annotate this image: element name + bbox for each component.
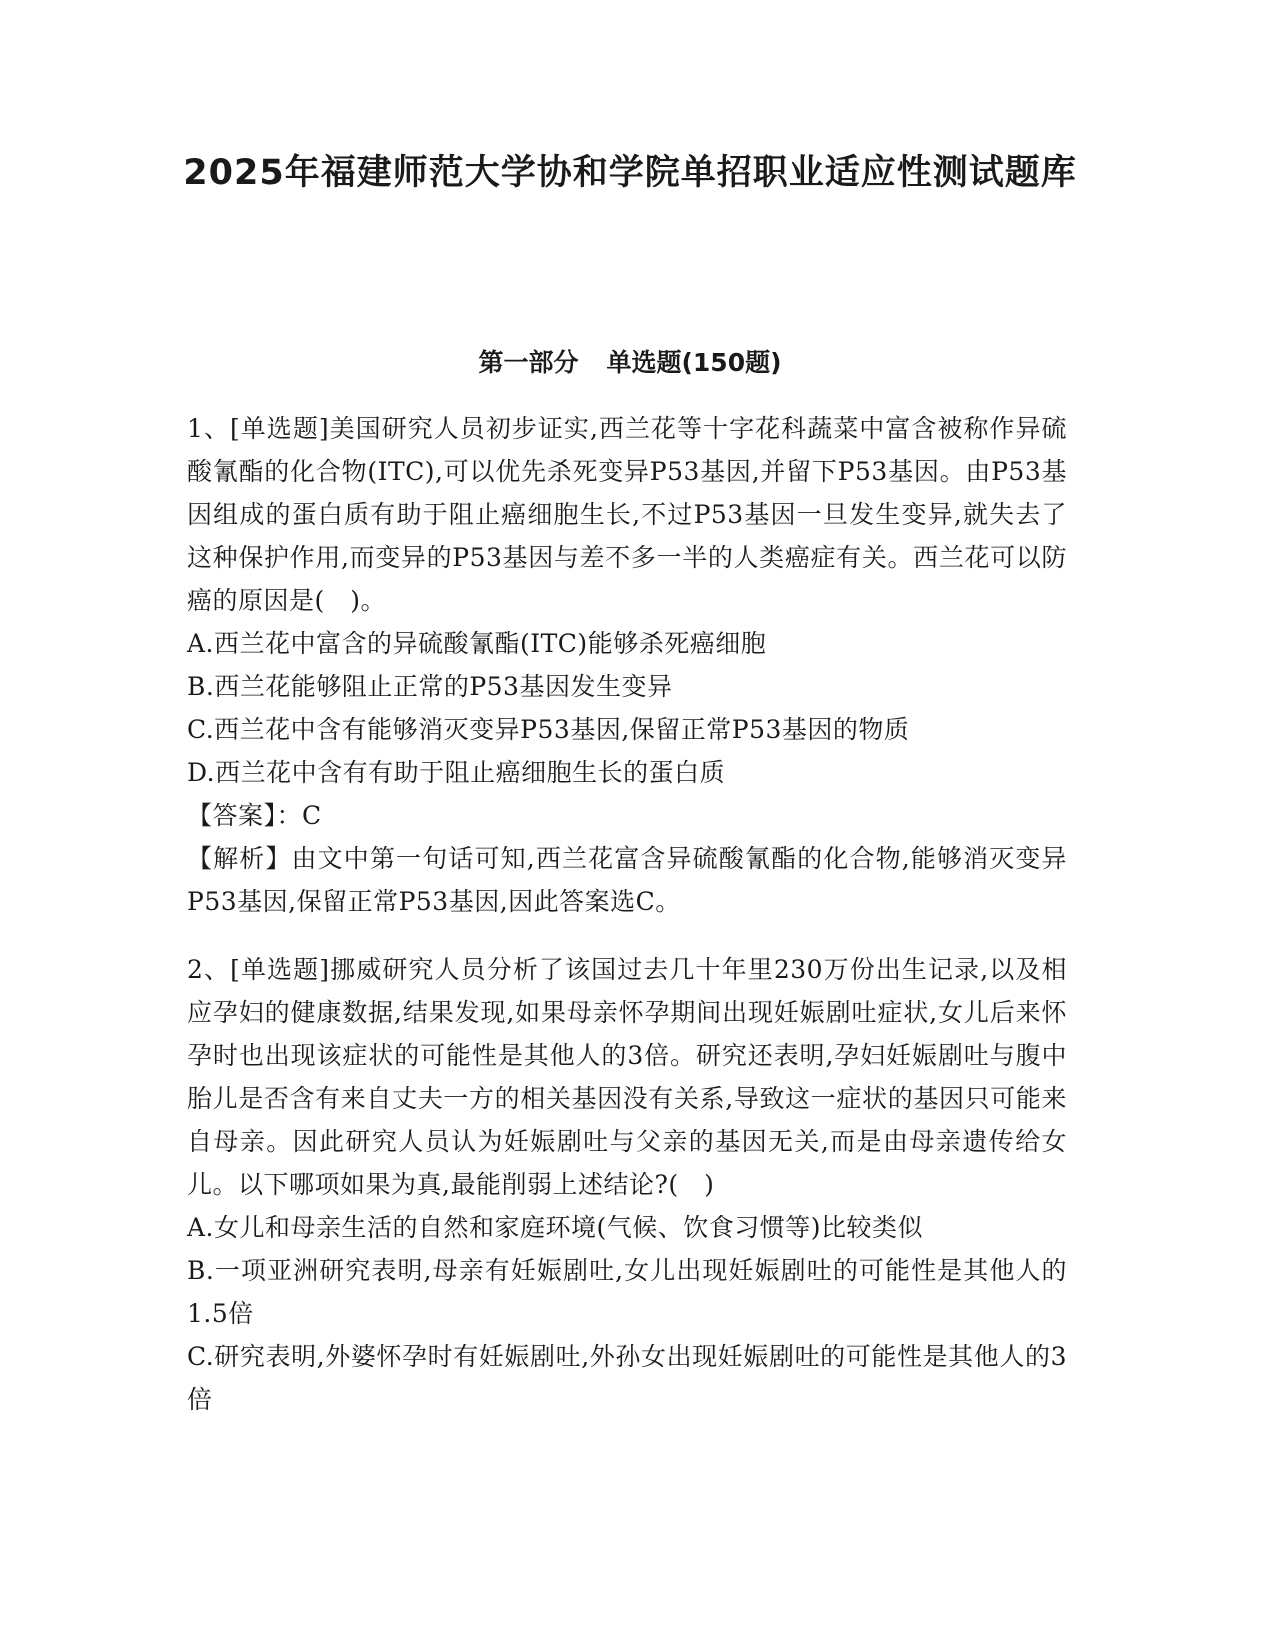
question-1 (187, 407, 1067, 923)
question-2 (187, 948, 1067, 1421)
option-a: A.西兰花中富含的异硫酸氰酯(ITC)能够杀死癌细胞 (187, 629, 767, 658)
section-heading (180, 345, 1080, 381)
answer-line: 【答案】：C (187, 801, 322, 830)
option-b: B.一项亚洲研究表明,母亲有妊娠剧吐,女儿出现妊娠剧吐的可能性是其他人的1.5倍 (187, 1256, 1067, 1328)
analysis-text: 【解析】由文中第一句话可知,西兰花富含异硫酸氰酯的化合物,能够消灭变异P53基因,保留正常P53基因,因此答案选C。 (187, 844, 1067, 916)
option-c: C.西兰花中含有能够消灭变异P53基因,保留正常P53基因的物质 (187, 715, 910, 744)
section-part: 第一部分 (478, 348, 579, 377)
option-d: D.西兰花中含有有助于阻止癌细胞生长的蛋白质 (187, 758, 726, 787)
option-c: C.研究表明,外婆怀孕时有妊娠剧吐,外孙女出现妊娠剧吐的可能性是其他人的3倍 (187, 1342, 1067, 1414)
option-a: A.女儿和母亲生活的自然和家庭环境(气候、饮食习惯等)比较类似 (187, 1213, 924, 1242)
option-b: B.西兰花能够阻止正常的P53基因发生变异 (187, 672, 673, 701)
question-stem: 2、[单选题]挪威研究人员分析了该国过去几十年里230万份出生记录,以及相应孕妇的健康数据,结果发现,如果母亲怀孕期间出现妊娠剧吐症状,女儿后来怀孕时也出现该症状的可能性是其他人的3倍。研究还表明,孕妇妊娠剧吐与腹中胎儿是否含有来自丈夫一方的相关基因没有关系,导致这一症状的基因只可能来自母亲。因此研究人员认为妊娠剧吐与父亲的基因无关,而是由母亲遗传给女儿。以下哪项如果为真,最能削弱上述结论?( ) (187, 955, 1067, 1199)
document-title: 2025年福建师范大学协和学院单招职业适应性测试题库 (183, 153, 1077, 193)
question-stem: 1、[单选题]美国研究人员初步证实,西兰花等十字花科蔬菜中富含被称作异硫酸氰酯的化合物(ITC),可以优先杀死变异P53基因,并留下P53基因。由P53基因组成的蛋白质有助于阻止癌细胞生长,不过P53基因一旦发生变异,就失去了这种保护作用,而变异的P53基因与差不多一半的人类癌症有关。西兰花可以防癌的原因是( )。 (187, 414, 1067, 615)
section-name: 单选题(150题) (606, 348, 782, 377)
